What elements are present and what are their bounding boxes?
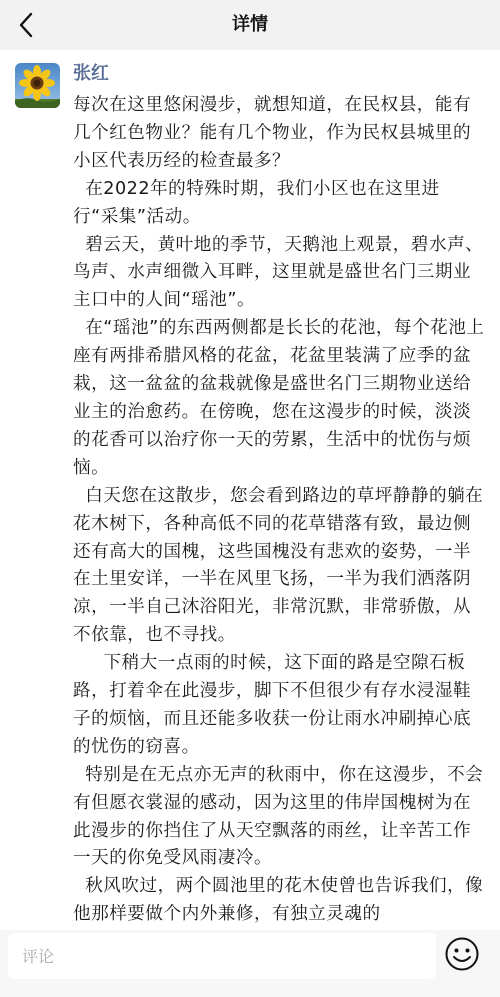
paragraph: 下稍大一点雨的时候，这下面的路是空隙石板路，打着伞在此漫步，脚下不但很少有存水浸湿鞋子的烦恼，而且还能多收获一份让雨水冲刷掉心底的忧伤的窃喜。 (73, 653, 472, 757)
paragraph: 特别是在无点亦无声的秋雨中，你在这漫步，不会有但愿衣裳湿的感动，因为这里的伟岸国槐树为在此漫步的你挡住了从天空飘落的雨丝，让辛苦工作一天的你免受风雨凄冷。 (73, 764, 484, 869)
comment-bar (0, 930, 500, 997)
paragraph: 在2022年的特殊时期，我们小区也在这里进行“采集”活动。 (73, 178, 440, 227)
avatar[interactable] (15, 63, 60, 108)
paragraph: 在“瑶池”的东西两侧都是长长的花池，每个花池上座有两排希腊风格的花盆，花盆里装满了应季的盆栽，这一盆盆的盆栽就像是盛世名门三期物业送给业主的治愈药。在傍晚，您在这漫步的时候，淡淡的花香可以治疗你一天的劳累，生活中的忧伤与烦恼。 (73, 318, 485, 478)
paragraph: 碧云天，黄叶地的季节，天鹅池上观景，碧水声、鸟声、水声细微入耳畔，这里就是盛世名门三期业主口中的人间“瑶池”。 (73, 234, 484, 311)
paragraph: 每次在这里悠闲漫步，就想知道，在民权县，能有几个红色物业？能有几个物业，作为民权县城里的小区代表历经的检查最多？ (73, 95, 472, 171)
paragraph: 秋风吹过，两个圆池里的花木使曾也告诉我们，像他那样要做个内外兼修，有独立灵魂的 (73, 876, 484, 925)
post-content (73, 92, 485, 930)
nav-bar (0, 0, 500, 50)
comment-input[interactable] (8, 933, 436, 979)
paragraph: 白天您在这散步，您会看到路边的草坪静静的躺在花木树下，各种高低不同的花草错落有致，最边侧还有高大的国槐，这些国槐没有悲欢的姿势，一半在土里安详，一半在风里飞扬，一半为我们洒落阴凉，一半自己沐浴阳光，非常沉默，非常骄傲，从不依靠，也不寻找。 (73, 485, 484, 646)
page-title: 详情 (232, 14, 268, 35)
author-name[interactable]: 张红 (73, 63, 109, 84)
emoji-button[interactable] (444, 936, 480, 972)
emoji-smile-icon (444, 936, 480, 972)
sunflower-avatar (15, 63, 60, 108)
